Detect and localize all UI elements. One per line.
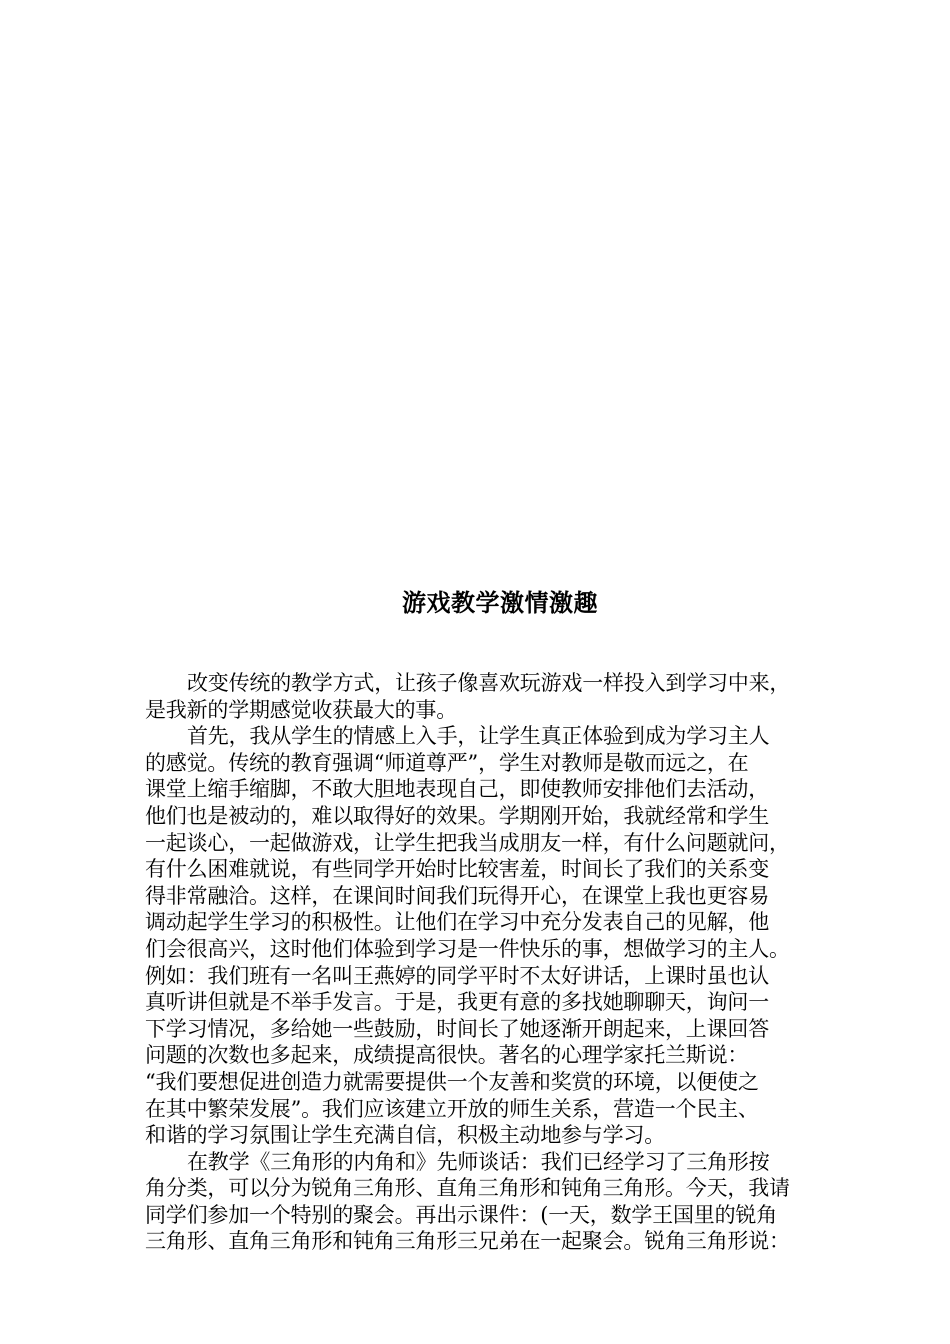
paragraph-line: 三角形、直角三角形和钝角三角形三兄弟在一起聚会。锐角三角形说： <box>145 1229 790 1254</box>
paragraph-line: 首先，我从学生的情感上入手，让学生真正体验到成为学习主人 <box>187 724 770 749</box>
paragraph-line: “我们要想促进创造力就需要提供一个友善和奖赏的环境，以便使之 <box>145 1069 759 1094</box>
paragraph-line: 们会很高兴，这时他们体验到学习是一件快乐的事，想做学习的主人。 <box>145 936 790 961</box>
paragraph-line: 角分类，可以分为锐角三角形、直角三角形和钝角三角形。今天，我请 <box>145 1176 790 1201</box>
paragraph-line: 问题的次数也多起来，成绩提高很快。著名的心理学家托兰斯说： <box>145 1043 749 1068</box>
paragraph-line: 在教学《三角形的内角和》先师谈话：我们已经学习了三角形按 <box>187 1149 770 1174</box>
paragraph-line: 和谐的学习氛围让学生充满自信，积极主动地参与学习。 <box>145 1123 665 1148</box>
paragraph-line: 调动起学生学习的积极性。让他们在学习中充分发表自己的见解，他 <box>145 910 769 935</box>
paragraph-line: 得非常融洽。这样，在课间时间我们玩得开心，在课堂上我也更容易 <box>145 883 769 908</box>
paragraph-line: 例如：我们班有一名叫王燕婷的同学平时不太好讲话，上课时虽也认 <box>145 963 769 988</box>
document-title: 游戏教学激情激趣 <box>402 589 598 617</box>
paragraph-line: 改变传统的教学方式，让孩子像喜欢玩游戏一样投入到学习中来， <box>187 671 791 695</box>
paragraph-line: 课堂上缩手缩脚，不敢大胆地表现自己，即使教师安排他们去活动， <box>145 777 769 802</box>
paragraph-line: 同学们参加一个特别的聚会。再出示课件：(一天，数学王国里的锐角 <box>145 1202 777 1227</box>
paragraph-line: 真听讲但就是不举手发言。于是，我更有意的多找她聊聊天，询问一 <box>145 990 769 1015</box>
paragraph-line: 有什么困难就说，有些同学开始时比较害羞，时间长了我们的关系变 <box>145 857 769 882</box>
paragraph-line: 的感觉。传统的教育强调“师道尊严”，学生对教师是敬而远之，在 <box>145 750 749 775</box>
paragraph-line: 他们也是被动的，难以取得好的效果。学期刚开始，我就经常和学生 <box>145 803 769 828</box>
paragraph-line: 在其中繁荣发展”。我们应该建立开放的师生关系，营造一个民主、 <box>145 1096 759 1121</box>
document-body <box>145 670 825 1255</box>
paragraph-line: 下学习情况，多给她一些鼓励，时间长了她逐渐开朗起来，上课回答 <box>145 1016 769 1041</box>
paragraph-line: 一起谈心，一起做游戏，让学生把我当成朋友一样，有什么问题就问， <box>145 830 790 855</box>
paragraph-line: 是我新的学期感觉收获最大的事。 <box>145 697 457 722</box>
